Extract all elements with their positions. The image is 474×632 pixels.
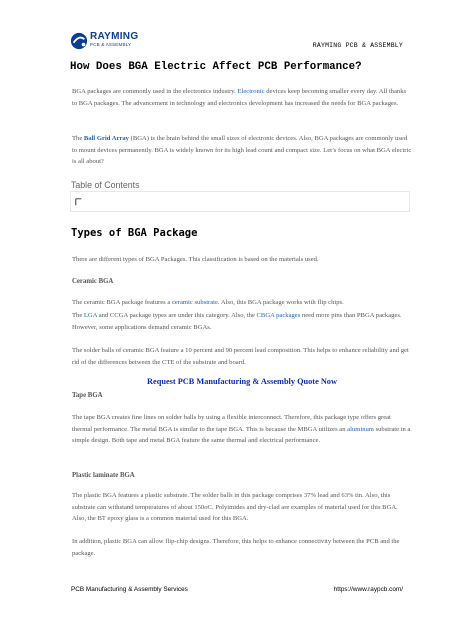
- ceramic2-text-a: The: [72, 312, 84, 319]
- ceramic-paragraph-1: [72, 297, 412, 309]
- rayming-logo-icon: [70, 32, 88, 50]
- plastic-paragraph-2: In addition, plastic BGA can allow flip-chip designs. Therefore, this helps to enhance connectivity between the PCB and the package.: [72, 538, 400, 557]
- plastic-laminate-bga-heading: Plastic laminate BGA: [72, 472, 135, 479]
- tape1-text-b: substrate in a simple design. Both tape and metal BGA feature the same thermal and electrical performance.: [72, 425, 411, 445]
- tape1-text-a: The tape BGA creates fine lines on solder balls by using a flexible interconnect. Therefore, this package type offers great thermal performance. The metal BGA is similar to the tape BGA. This is because the MBGA utilizes an: [72, 414, 391, 433]
- toc-toggle-icon[interactable]: [75, 198, 83, 206]
- ceramic2-text-b: and CCGA package types are under this category. Also, the: [97, 312, 257, 319]
- footer-services-text: PCB Manufacturing & Assembly Services: [71, 586, 188, 593]
- tape-paragraph: [72, 412, 412, 447]
- ceramic1-text-a: The ceramic BGA package features a: [72, 299, 172, 306]
- table-of-contents-box[interactable]: [70, 191, 410, 212]
- ceramic1-text-b: . Also, this BGA package works with flip chips.: [217, 299, 344, 306]
- logo-subtitle: PCB & ASSEMBLY: [90, 42, 132, 47]
- rayming-logo[interactable]: [70, 30, 190, 52]
- logo-title: RAYMING: [90, 31, 139, 42]
- ceramic-paragraph-3: The solder balls of ceramic BGA feature a 10 percent and 90 percent lead composition. This helps to enhance reliability and get rid of the differences between the CTE of the substrate and board.: [72, 347, 409, 366]
- plastic-paragraph-1: The plastic BGA features a plastic substrate. The solder balls in this package comprises 37% lead and 63% tin. Also, this substrate can withstand temperatures of about 150oC. Polyimides and dry-clad are examples of material used for this BGA. Also, the BT epoxy glass is a common material used for this BGA.: [72, 492, 398, 523]
- request-quote-link[interactable]: Request PCB Manufacturing & Assembly Quote Now: [147, 377, 337, 386]
- intro-paragraph-2: [72, 133, 412, 168]
- toc-label: Table of Contents: [71, 180, 140, 190]
- section-heading-types: Types of BGA Package: [71, 227, 198, 239]
- ceramic-bga-heading: Ceramic BGA: [72, 278, 114, 285]
- tape-bga-heading: Tape BGA: [72, 392, 103, 399]
- types-intro-paragraph: There are different types of BGA Packages. This classification is based on the materials used.: [72, 256, 319, 263]
- intro2-text-a: The: [72, 135, 84, 142]
- electronic-link[interactable]: Electronic: [237, 88, 265, 95]
- lga-link[interactable]: LGA: [83, 312, 98, 319]
- intro2-text-b: (BGA) is the brain behind the small sizes of electronic devices. Also, BGA packages are commonly used to mount devices permanently. BGA is widely known for its high lead count and compact size. Let’s focus on what BGA electric is all about?: [72, 135, 412, 166]
- page-header: [0, 0, 474, 56]
- ceramic-substrate-link[interactable]: ceramic substrate: [171, 299, 218, 306]
- article-title: How Does BGA Electric Affect PCB Performance?: [70, 61, 362, 73]
- header-brand-text: RAYMING PCB & ASSEMBLY: [312, 42, 403, 49]
- ball-grid-array-link[interactable]: [84, 135, 129, 142]
- footer-website-link[interactable]: https://www.raypcb.com/: [333, 586, 403, 593]
- ceramic-paragraph-2: [72, 310, 412, 333]
- intro1-text-a: BGA packages are commonly used in the electronics industry.: [72, 88, 238, 95]
- aluminum-link[interactable]: aluminum: [347, 425, 374, 433]
- intro1-text-b: devices keep becoming smaller every day. All thanks to BGA packages. The advancement in technology and electronics development has increased the needs for BGA packages.: [72, 88, 407, 107]
- ball-grid-array-link-text: Ball Grid Array: [83, 135, 129, 142]
- intro-paragraph-1: [72, 86, 412, 109]
- ceramic2-text-c: need more pins than PBGA packages. However, some applications demand ceramic BGAs.: [72, 312, 402, 331]
- cbga-packages-link[interactable]: CBGA packages: [256, 312, 301, 319]
